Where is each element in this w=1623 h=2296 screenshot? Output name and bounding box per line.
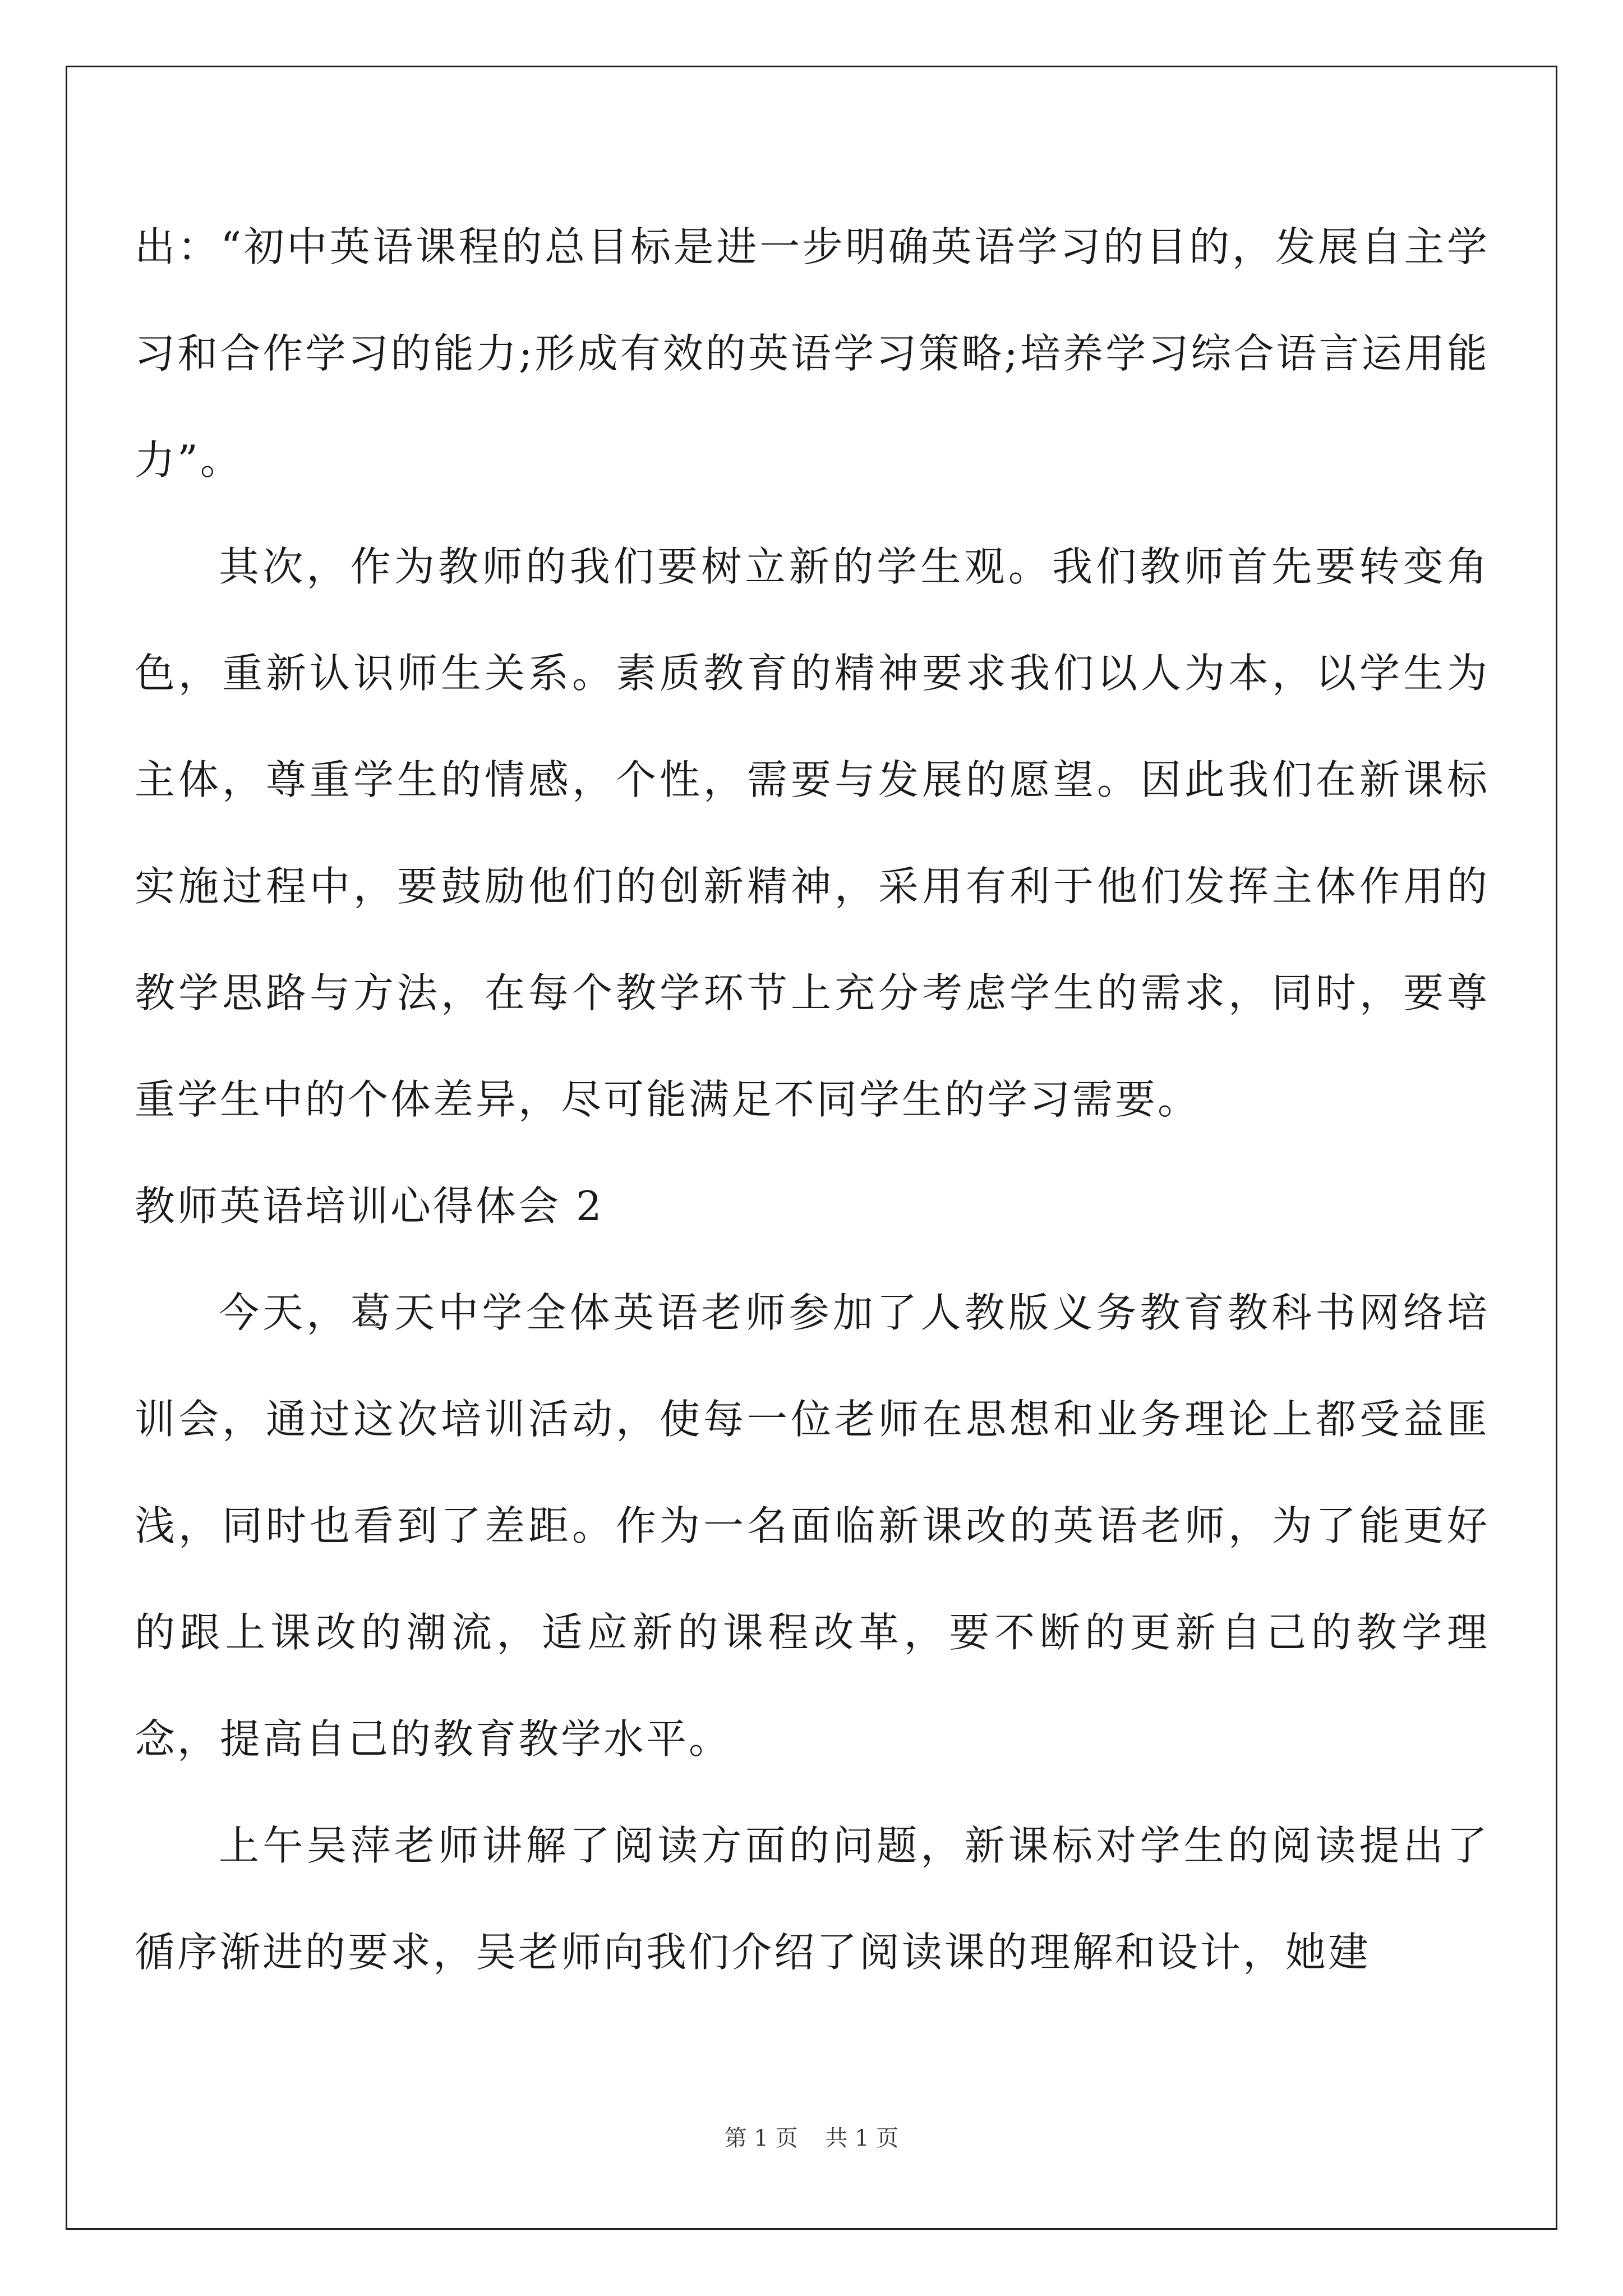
page-number: 第 1 页 [724, 2125, 798, 2151]
paragraph-1: 出：“初中英语课程的总目标是进一步明确英语学习的目的，发展自主学习和合作学习的能力;形成有效的英语学习策略;培养学习综合语言运用能力”。 [135, 223, 1490, 484]
paragraph-3: 今天，葛天中学全体英语老师参加了人教版义务教育教科书网络培训会，通过这次培训活动，使每一位老师在思想和业务理论上都受益匪浅，同时也看到了差距。作为一名面临新课改的英语老师，为了能更好的跟上课改的潮流，适应新的课程改革，要不断的更新自己的教学理念，提高自己的教育教学水平。 [135, 1289, 1490, 1763]
page-footer [0, 2120, 1623, 2152]
document-body [135, 194, 1490, 2005]
paragraph-2: 其次，作为教师的我们要树立新的学生观。我们教师首先要转变角色，重新认识师生关系。素质教育的精神要求我们以人为本，以学生为主体，尊重学生的情感，个性，需要与发展的愿望。因此我们在新课标实施过程中，要鼓励他们的创新精神，采用有利于他们发挥主体作用的教学思路与方法，在每个教学环节上充分考虑学生的需求，同时，要尊重学生中的个体差异，尽可能满足不同学生的学习需要。 [135, 543, 1490, 1123]
section-heading: 教师英语培训心得体会 2 [135, 1182, 604, 1230]
total-pages: 共 1 页 [825, 2125, 899, 2151]
paragraph-4: 上午吴萍老师讲解了阅读方面的问题，新课标对学生的阅读提出了循序渐进的要求，吴老师向我们介绍了阅读课的理解和设计，她建 [135, 1822, 1490, 1976]
